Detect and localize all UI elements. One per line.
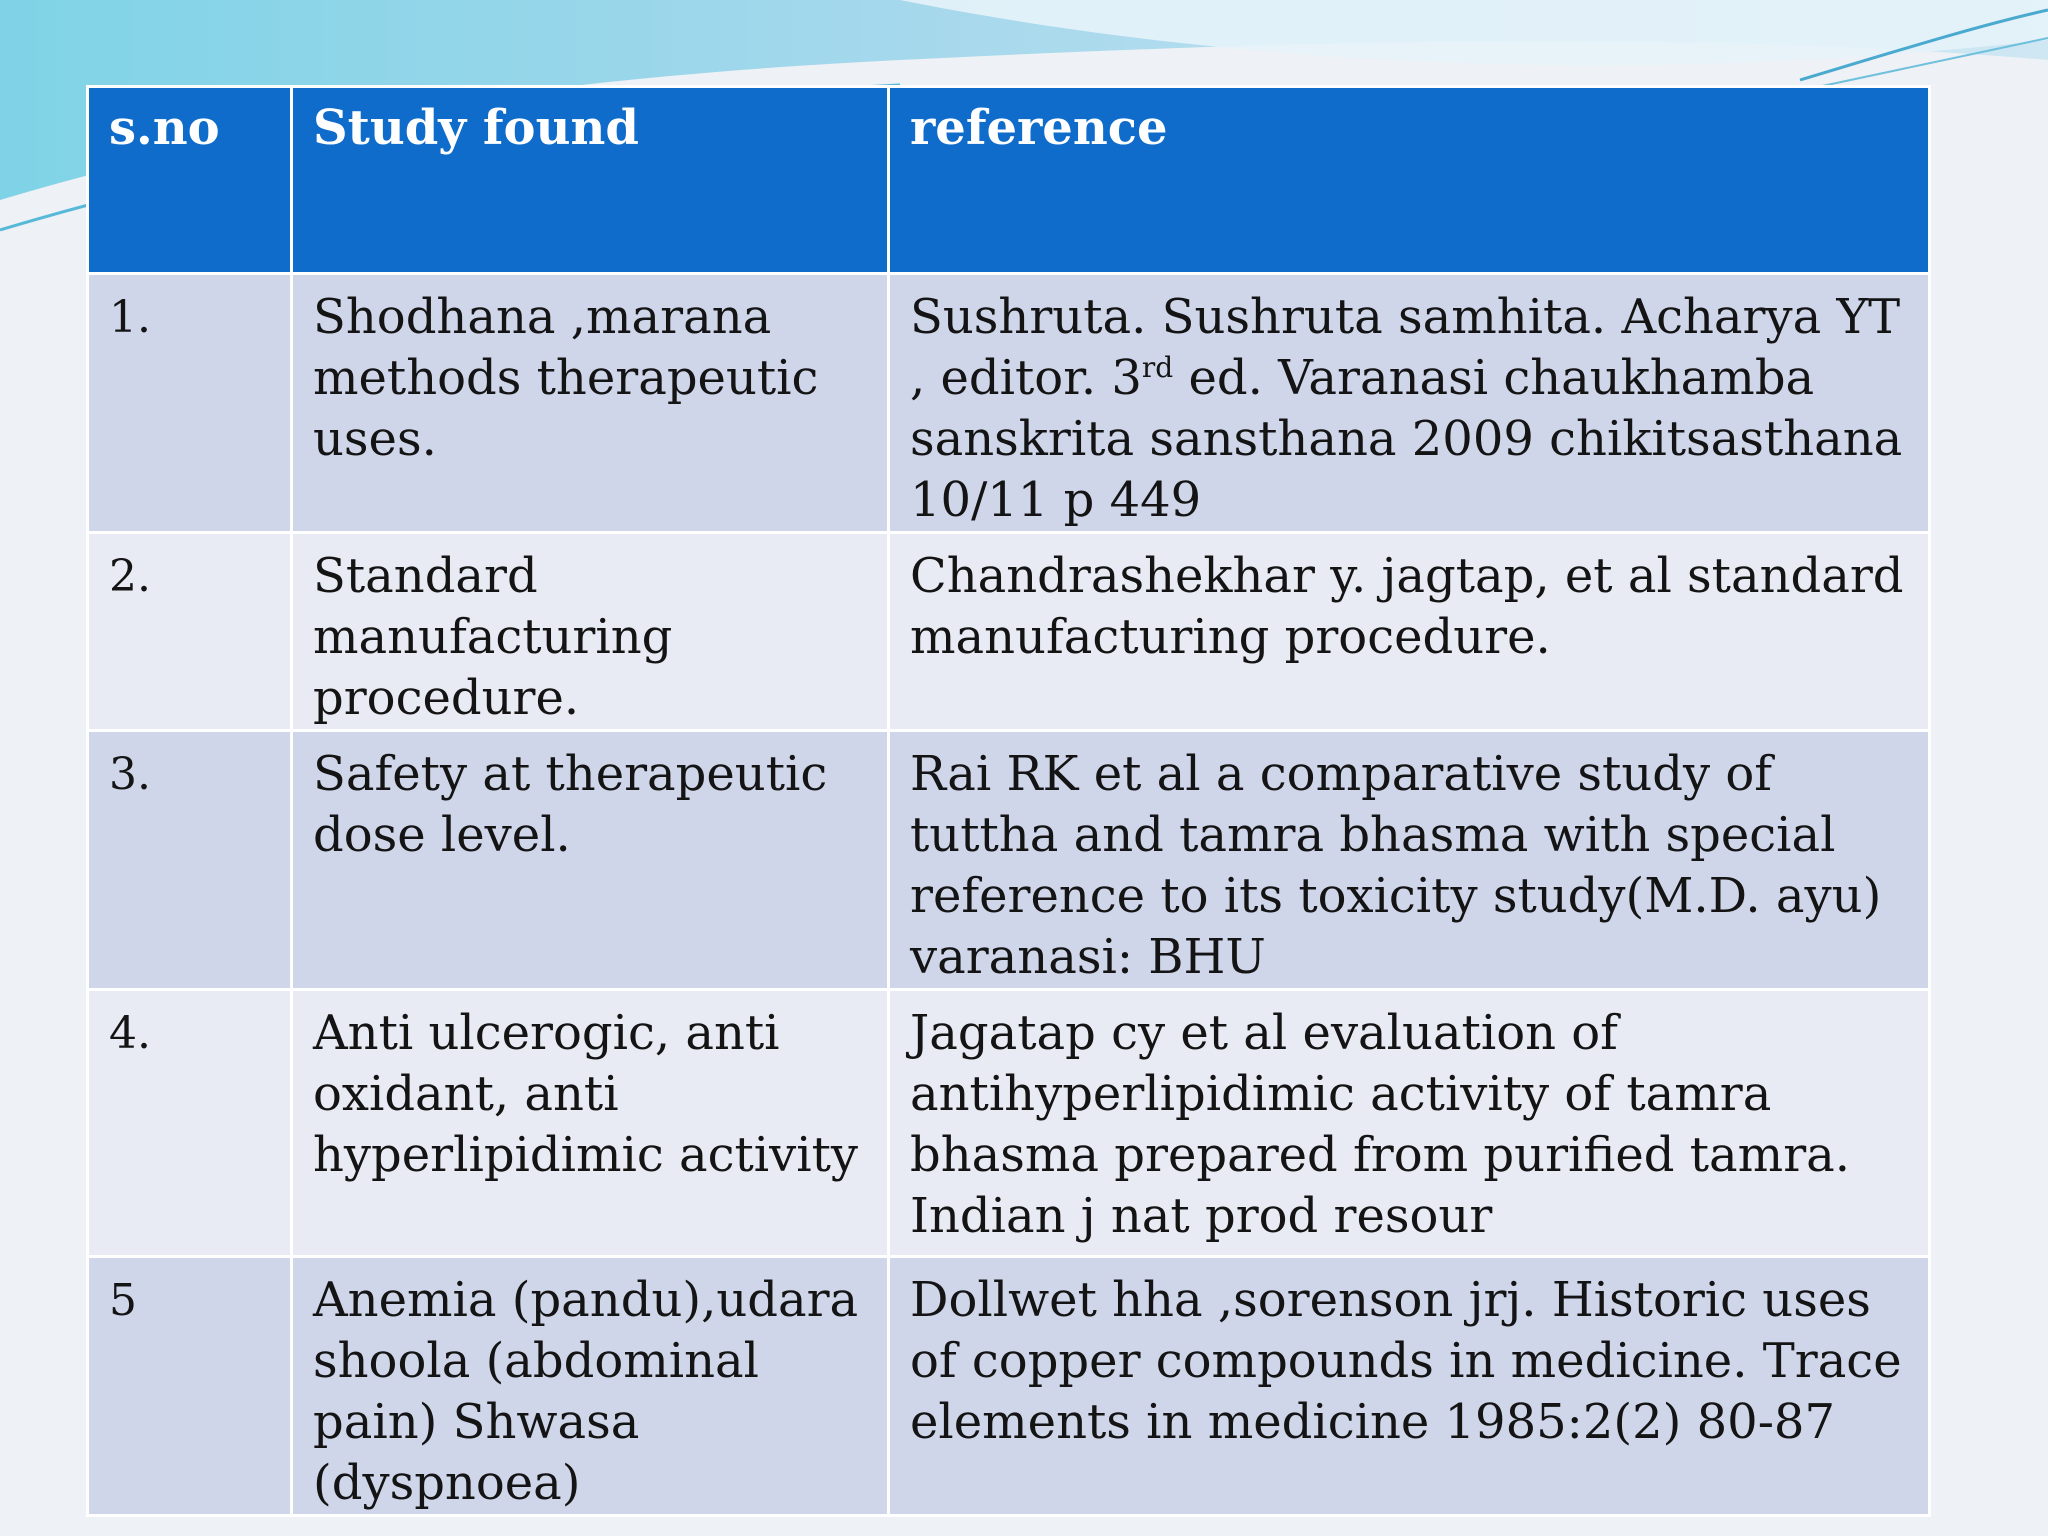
table-row xyxy=(88,274,1930,533)
table-row xyxy=(88,1257,1930,1516)
row-study: Standard manufacturing procedure. xyxy=(292,533,889,731)
header-sno: s.no xyxy=(88,87,292,274)
row-reference: Jagatap cy et al evaluation of antihyperlipidimic activity of tamra bhasma prepared from purified tamra. Indian j nat prod resour xyxy=(889,990,1930,1257)
row-reference: Chandrashekhar y. jagtap, et al standard manufacturing procedure. xyxy=(889,533,1930,731)
row-sno: 1. xyxy=(88,274,292,533)
reference-superscript: rd xyxy=(1141,351,1174,384)
row-sno: 2. xyxy=(88,533,292,731)
row-reference: Rai RK et al a comparative study of tuttha and tamra bhasma with special reference to its toxicity study(M.D. ayu) varanasi: BHU xyxy=(889,731,1930,990)
header-reference: reference xyxy=(889,87,1930,274)
row-sno: 4. xyxy=(88,990,292,1257)
reference-text-cont: ed. Varanasi chaukhamba sanskrita sansthana 2009 chikitsasthana 10/11 p 449 xyxy=(910,350,1903,528)
row-study: Safety at therapeutic dose level. xyxy=(292,731,889,990)
row-study: Anti ulcerogic, anti oxidant, anti hyperlipidimic activity xyxy=(292,990,889,1257)
reference-text: Sushruta. Sushruta samhita. Acharya YT , editor. 3 xyxy=(910,289,1901,406)
row-sno: 3. xyxy=(88,731,292,990)
row-reference xyxy=(889,274,1930,533)
table-row xyxy=(88,990,1930,1257)
table-row xyxy=(88,533,1930,731)
row-reference: Dollwet hha ,sorenson jrj. Historic uses of copper compounds in medicine. Trace elements in medicine 1985:2(2) 80-87 xyxy=(889,1257,1930,1516)
row-sno: 5 xyxy=(88,1257,292,1516)
study-table xyxy=(86,85,1931,1517)
table-row xyxy=(88,731,1930,990)
row-study: Shodhana ,marana methods therapeutic uses. xyxy=(292,274,889,533)
row-study: Anemia (pandu),udara shoola (abdominal pain) Shwasa (dyspnoea) xyxy=(292,1257,889,1516)
header-study-found: Study found xyxy=(292,87,889,274)
table-header-row xyxy=(88,87,1930,274)
